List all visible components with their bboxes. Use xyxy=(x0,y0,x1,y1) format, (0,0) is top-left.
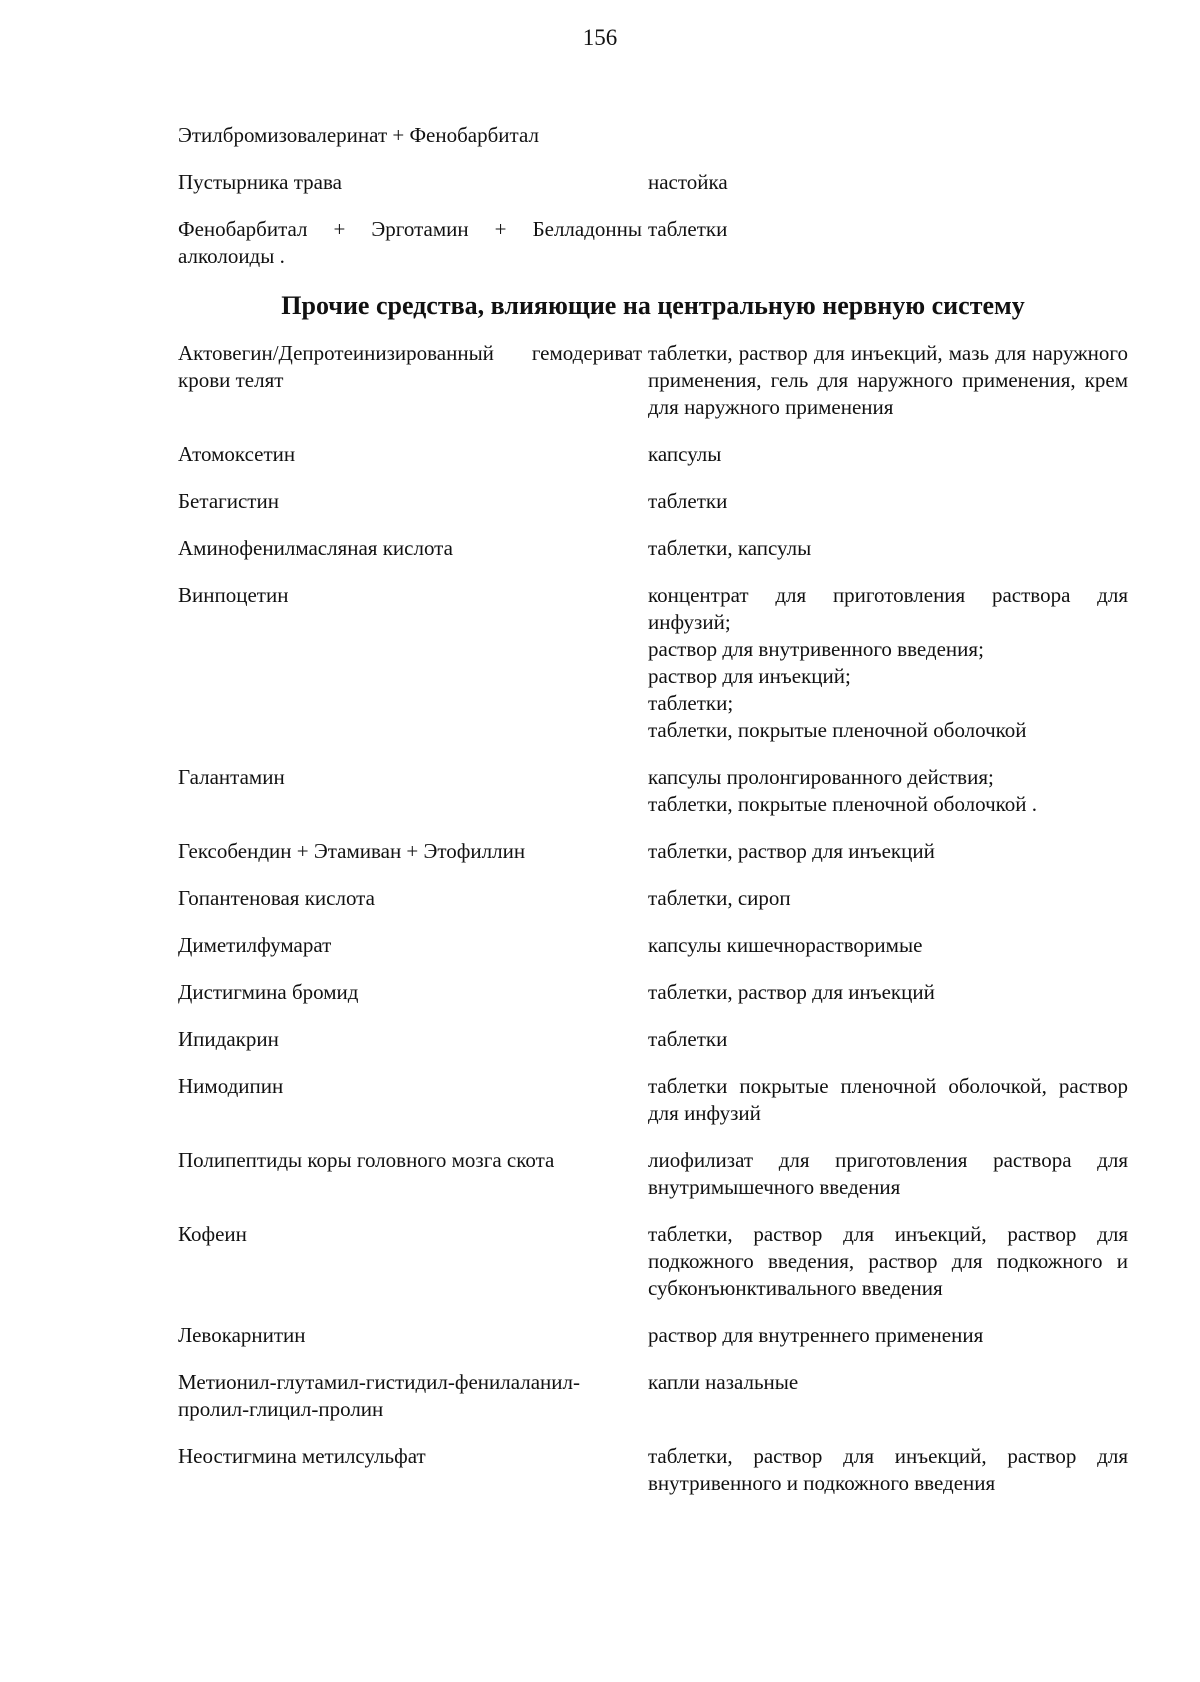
drug-form: раствор для внутреннего применения xyxy=(648,1323,984,1347)
drug-form xyxy=(648,582,1128,744)
drug-name: Дистигмина бромид xyxy=(178,980,359,1004)
drug-row xyxy=(178,1073,1128,1127)
drug-form: таблетки, раствор для инъекций xyxy=(648,839,935,863)
drug-name: Левокарнитин xyxy=(178,1323,306,1347)
drug-form: таблетки покрытые пленочной оболочкой, раствор для инфузий xyxy=(648,1074,1128,1125)
drug-name: Гопантеновая кислота xyxy=(178,886,375,910)
page-number: 156 xyxy=(582,25,618,50)
drug-row xyxy=(178,535,1128,562)
drug-name: Гексобендин + Этамиван + Этофиллин xyxy=(178,839,526,863)
drug-form: капсулы xyxy=(648,442,722,466)
drug-name: Этилбромизовалеринат + Фенобарбитал xyxy=(178,123,539,147)
drug-form xyxy=(648,764,1128,818)
drug-form: настойка xyxy=(648,170,728,194)
drug-name: Ипидакрин xyxy=(178,1027,279,1051)
drug-name: Пустырника трава xyxy=(178,170,342,194)
drug-form: таблетки, раствор для инъекций, раствор для подкожного введения, раствор для подкожного и субконъюнктивального введения xyxy=(648,1222,1128,1300)
drug-form xyxy=(648,122,1128,149)
drug-form: таблетки, раствор для инъекций xyxy=(648,980,935,1004)
drug-form-line: таблетки; xyxy=(648,691,734,715)
drug-name: Галантамин xyxy=(178,765,285,789)
drug-form-line: концентрат для приготовления раствора для инфузий; xyxy=(648,583,1128,634)
drug-form-line: капсулы пролонгированного действия; xyxy=(648,765,994,789)
drug-row xyxy=(178,838,1128,865)
drug-form: таблетки, раствор для инъекций, мазь для наружного применения, гель для наружного применения, крем для наружного применения xyxy=(648,341,1128,419)
section-title: Прочие средства, влияющие на центральную нервную систему xyxy=(281,291,1025,320)
drug-row xyxy=(178,979,1128,1006)
drug-name: Кофеин xyxy=(178,1222,247,1246)
drug-name: Атомоксетин xyxy=(178,442,296,466)
drug-name: Неостигмина метилсульфат xyxy=(178,1444,426,1468)
drug-row xyxy=(178,488,1128,515)
drug-row xyxy=(178,1369,1128,1423)
drug-name: Фенобарбитал + Эрготамин + Белладонны алколоиды . xyxy=(178,217,642,268)
drug-name: Полипептиды коры головного мозга скота xyxy=(178,1148,555,1172)
drug-name: Диметилфумарат xyxy=(178,933,332,957)
drug-row xyxy=(178,885,1128,912)
drug-row xyxy=(178,1322,1128,1349)
drug-row xyxy=(178,764,1128,818)
drug-form: капсулы кишечнорастворимые xyxy=(648,933,923,957)
drug-row xyxy=(178,1443,1128,1497)
drug-row xyxy=(178,932,1128,959)
drug-form-line: таблетки, покрытые пленочной оболочкой xyxy=(648,718,1027,742)
drug-name: Актовегин/Депротеинизированный гемодериват крови телят xyxy=(178,341,642,392)
drug-name: Винпоцетин xyxy=(178,583,289,607)
drug-form: капли назальные xyxy=(648,1370,799,1394)
drug-row xyxy=(178,1026,1128,1053)
drug-form-line: таблетки, покрытые пленочной оболочкой . xyxy=(648,792,1038,816)
drug-name: Метионил-глутамил-гистидил-фенилаланил-пролил-глицил-пролин xyxy=(178,1370,580,1421)
drug-row xyxy=(178,1147,1128,1201)
drug-form: лиофилизат для приготовления раствора для внутримышечного введения xyxy=(648,1148,1128,1199)
drug-row xyxy=(178,441,1128,468)
drug-form: таблетки, раствор для инъекций, раствор для внутривенного и подкожного введения xyxy=(648,1444,1128,1495)
drug-row xyxy=(178,169,1128,196)
drug-name: Аминофенилмасляная кислота xyxy=(178,536,453,560)
drug-form: таблетки xyxy=(648,1027,728,1051)
drug-row xyxy=(178,216,1128,270)
drug-form: таблетки, сироп xyxy=(648,886,791,910)
drug-form-line: раствор для внутривенного введения; xyxy=(648,637,984,661)
document-body xyxy=(178,122,1128,1517)
drug-row xyxy=(178,582,1128,744)
drug-name: Бетагистин xyxy=(178,489,279,513)
drug-row xyxy=(178,1221,1128,1302)
drug-name: Нимодипин xyxy=(178,1074,284,1098)
drug-row xyxy=(178,340,1128,421)
drug-form: таблетки xyxy=(648,217,728,241)
drug-form-line: раствор для инъекций; xyxy=(648,664,851,688)
drug-form: таблетки xyxy=(648,489,728,513)
drug-form: таблетки, капсулы xyxy=(648,536,812,560)
drug-row xyxy=(178,122,1128,149)
